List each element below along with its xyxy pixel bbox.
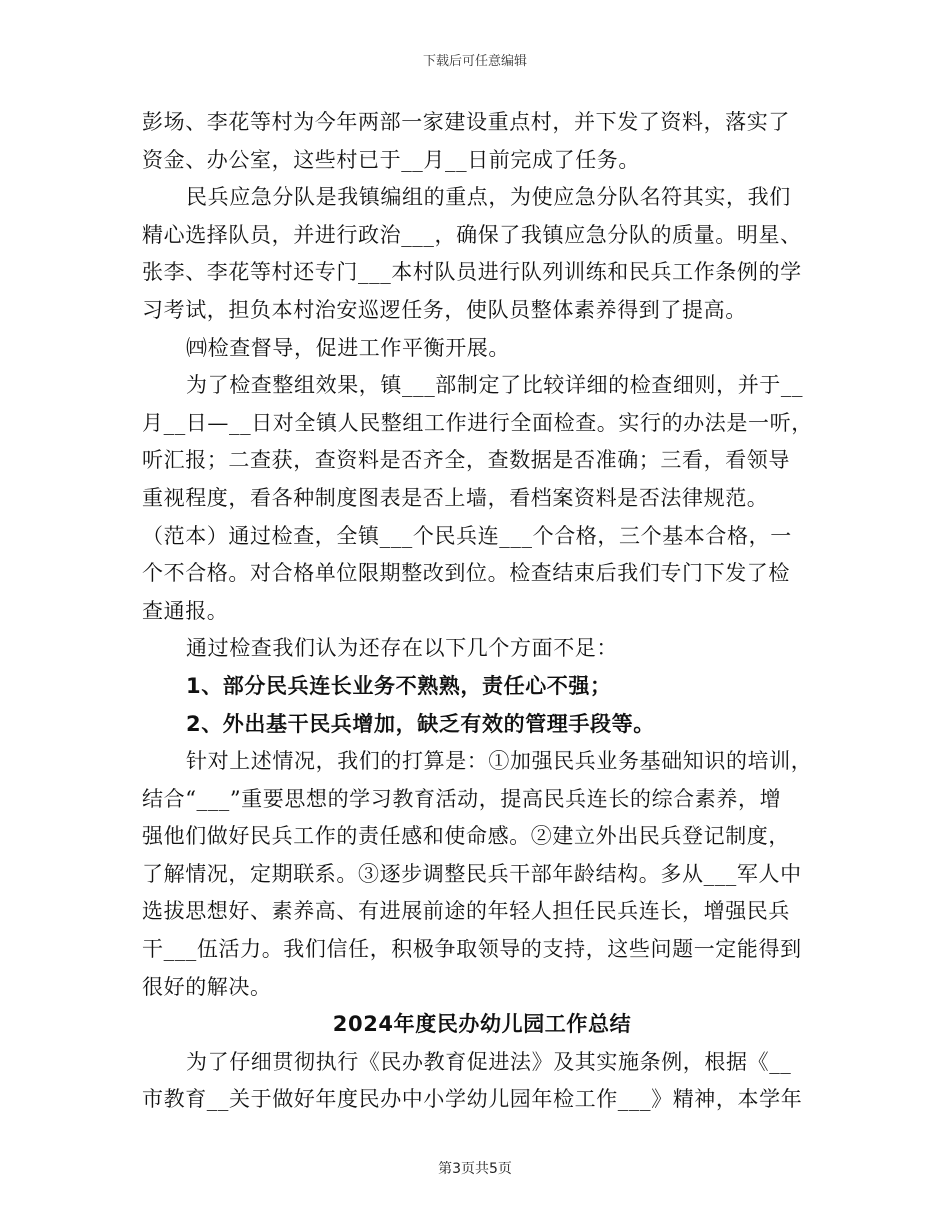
paragraph-line: 听汇报；二查获，查资料是否齐全，查数据是否准确；三看，看领导 bbox=[142, 448, 790, 473]
document-body bbox=[142, 104, 822, 1119]
paragraph-line: 很好的解决。 bbox=[142, 974, 272, 999]
paragraph-line: 民兵应急分队是我镇编组的重点，为使应急分队名符其实，我们 bbox=[186, 185, 791, 210]
paragraph-line: 个不合格。对合格单位限期整改到位。检查结束后我们专门下发了检 bbox=[142, 561, 790, 586]
paragraph-line: 张李、李花等村还专门___本村队员进行队列训练和民兵工作条例的学 bbox=[142, 260, 802, 285]
paragraph-line: 针对上述情况，我们的打算是：①加强民兵业务基础知识的培训， bbox=[186, 749, 813, 774]
paragraph-line: 干___伍活力。我们信任，积极争取领导的支持，这些问题一定能得到 bbox=[142, 937, 802, 962]
paragraph-line: 彭场、李花等村为今年两部一家建设重点村，并下发了资料，落实了 bbox=[142, 110, 790, 134]
paragraph-line: 重视程度，看各种制度图表是否上墙，看档案资料是否法律规范。 bbox=[142, 485, 769, 510]
page-header: 下载后可任意编辑 bbox=[422, 54, 527, 69]
page-footer: 第3页共5页 bbox=[438, 1161, 512, 1177]
paragraph-line: 了解情况，定期联系。③逐步调整民兵干部年龄结构。多从___军人中 bbox=[142, 861, 802, 886]
paragraph-line: 市教育__关于做好年度民办中小学幼儿园年检工作___》精神，本学年 bbox=[142, 1087, 803, 1112]
document-title: 2024年度民办幼儿园工作总结 bbox=[332, 1012, 632, 1037]
paragraph-line: 强他们做好民兵工作的责任感和使命感。②建立外出民兵登记制度， bbox=[142, 824, 790, 849]
paragraph-line: 资金、办公室，这些村已于__月__日前完成了任务。 bbox=[142, 147, 640, 172]
bold-list-item: 1、部分民兵连长业务不熟熟，责任心不强； bbox=[186, 673, 612, 698]
paragraph-line: （范本）通过检查，全镇___个民兵连___个合格，三个基本合格，一 bbox=[142, 523, 792, 548]
paragraph-line: 习考试，担负本村治安巡逻任务，使队员整体素养得到了提高。 bbox=[142, 297, 747, 322]
paragraph-line: 结合“___”重要思想的学习教育活动，提高民兵连长的综合素养，增 bbox=[142, 786, 782, 811]
paragraph-line: 为了检查整组效果，镇___部制定了比较详细的检查细则，并于__ bbox=[186, 373, 804, 398]
paragraph-line: 查通报。 bbox=[142, 598, 229, 623]
paragraph-line: 精心选择队员，并进行政治___，确保了我镇应急分队的质量。明星、 bbox=[142, 222, 802, 247]
paragraph-line: 通过检查我们认为还存在以下几个方面不足： bbox=[186, 636, 618, 661]
paragraph-line: 月__日—__日对全镇人民整组工作进行全面检查。实行的办法是一听， bbox=[142, 410, 813, 435]
paragraph-line: 选拔思想好、素养高、有进展前途的年轻人担任民兵连长，增强民兵 bbox=[142, 899, 790, 924]
section-heading: ㈣检查督导，促进工作平衡开展。 bbox=[186, 335, 510, 360]
paragraph-line: 为了仔细贯彻执行《民办教育促进法》及其实施条例，根据《__ bbox=[186, 1049, 792, 1074]
bold-list-item: 2、外出基干民兵增加，缺乏有效的管理手段等。 bbox=[186, 711, 655, 736]
